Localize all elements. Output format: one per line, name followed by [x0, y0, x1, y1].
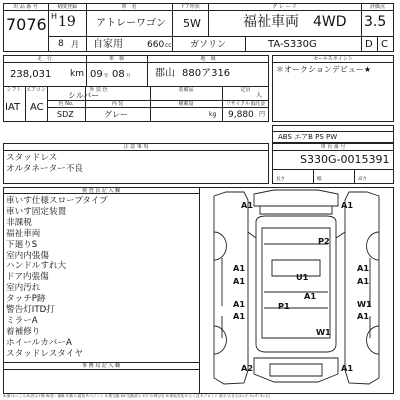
inspector-item: ミラーA: [6, 315, 38, 326]
equipment-text: ABS エアB PS PW: [278, 133, 338, 141]
km-unit: km: [70, 69, 84, 79]
damage-mark: A1: [341, 200, 354, 210]
damage-mark: A1: [304, 291, 317, 301]
notes-title: 注 意 事 項: [123, 144, 149, 150]
mileage-value: 238,031: [10, 69, 52, 80]
damage-mark: A1: [241, 200, 254, 210]
inspector-item: 下廻りS: [6, 239, 38, 250]
vin-value: S330G-0015391: [300, 153, 390, 166]
era-mark: H: [51, 12, 58, 21]
mileage-label: 走 行: [36, 56, 52, 62]
sales-point-text: ＊オークションデビュー★: [276, 65, 372, 74]
office-rule: [3, 369, 199, 370]
header-divider: [86, 3, 87, 52]
note-item: スタッドレス: [6, 153, 58, 163]
inspection-month: 08: [112, 69, 125, 80]
equipment-rule: [272, 131, 394, 132]
details-rule: [47, 107, 269, 108]
header-rule: [3, 10, 394, 11]
month-mark: 月: [126, 74, 131, 79]
person-unit: 人: [256, 92, 263, 99]
inspector-item: ドア内張傷: [6, 272, 49, 283]
color-label: 外 装 色: [89, 87, 108, 93]
year-mark: 年: [104, 74, 109, 79]
vin-divider: [354, 169, 355, 184]
damage-mark: A1: [357, 263, 370, 273]
month-suffix: 月: [71, 40, 79, 49]
registration-year: 19: [58, 14, 76, 30]
usage-value: 自家用: [93, 39, 123, 50]
plate-number: 880ア316: [182, 68, 231, 79]
vin-rule: [272, 150, 394, 151]
vin-width-label: 幅: [317, 177, 322, 182]
grade-value: 福祉車両 4WD: [243, 14, 347, 30]
inspector-item: 車いす固定装置: [6, 206, 67, 217]
grade-label: グ レ ー ド: [272, 4, 297, 10]
inspector-item: ハンドルすれ大: [6, 261, 67, 272]
fuel-value: ガソリン: [190, 40, 227, 50]
damage-mark: W1: [357, 299, 372, 309]
doors-label: ドア形状: [180, 4, 200, 10]
inspector-item: スタッドレスタイヤ: [6, 348, 83, 359]
damage-mark: W1: [316, 327, 331, 337]
details-rule: [3, 62, 269, 63]
note-item: オルタネーター不良: [6, 164, 84, 174]
interior-grade: D: [365, 39, 373, 50]
inspector-title: 検 査 員 記 入 欄: [82, 188, 120, 194]
vin-rule: [272, 169, 394, 170]
damage-mark: A1: [233, 263, 246, 273]
area-value: 郡山: [155, 68, 175, 79]
inspector-item: 福祉車両: [6, 228, 41, 239]
header-divider: [245, 36, 246, 52]
shift-label: シフト: [6, 87, 22, 93]
inspector-item: 警告灯ITD打: [6, 305, 55, 315]
damage-mark: A1: [341, 363, 354, 373]
damage-mark: A1: [357, 276, 370, 286]
lot-label: 出 品 番 号: [13, 4, 38, 10]
interior-label: 内 装: [111, 101, 124, 107]
inspection-label: 車 検: [108, 56, 124, 62]
model-name-label: 車 名: [121, 4, 137, 10]
color-code-label: 色 No.: [58, 101, 74, 107]
inspector-item: タッチP跡: [6, 294, 46, 305]
inspector-item: 非課税: [6, 217, 32, 228]
inspector-item: 着補修り: [6, 326, 41, 337]
inspector-item: ホイールカバーA: [6, 337, 72, 348]
vin-label: 車 台 番 号: [320, 144, 346, 150]
score-value: 3.5: [364, 14, 387, 30]
sales-rule: [272, 62, 394, 63]
car-damage-diagram: [200, 188, 393, 393]
inspector-item: 車いす仕様スロープタイプ: [6, 196, 108, 206]
score-label: 評価点: [369, 4, 385, 10]
damage-mark: A1: [233, 299, 246, 309]
model-code: TA-S330G: [268, 39, 317, 50]
options-label: 装備品: [178, 87, 194, 93]
displacement-value: 660: [147, 40, 165, 50]
inspection-year: 09: [90, 69, 103, 80]
damage-mark: P2: [318, 236, 330, 246]
area-label: 地 域: [200, 56, 216, 62]
lot-number: 7076: [6, 15, 47, 34]
ac-value: AC: [30, 102, 44, 113]
vin-height-label: 高さ: [358, 177, 367, 182]
shift-value: IAT: [5, 102, 21, 113]
damage-mark: A1: [233, 311, 246, 321]
damage-mark: P1: [278, 301, 290, 311]
damage-legend: A:傷 U:へこみ B:凹み+傷 W:波・補修 S:錆 C:腐食 P:ペイント X:要交換 XX:交換済み Y:穴 G:飛び石 H:塗装劣化 E:えくぼ F:フロント 数字:大きさ(1=小 2=中 3=大): [3, 394, 271, 398]
yen-unit: 円: [259, 111, 266, 118]
cc-unit: cc: [165, 42, 172, 49]
ac-label: エアコン: [26, 87, 46, 93]
inspector-item: 室内汚れ: [6, 283, 41, 294]
sales-point-label: セールスポイント: [313, 56, 353, 62]
load-label: 積載量: [178, 101, 194, 107]
exterior-grade: C: [381, 39, 388, 50]
kg-unit: kg: [209, 111, 217, 118]
vin-divider: [313, 169, 314, 184]
header-divider: [172, 3, 173, 52]
damage-mark: A1: [233, 276, 246, 286]
model-name: アトレーワゴン: [96, 18, 166, 29]
registration-month: 8: [58, 39, 64, 49]
capacity-label: 定員: [240, 87, 251, 93]
score-divider: [377, 36, 378, 52]
color-code-value: SDZ: [57, 110, 74, 119]
recycle-amount: 9,880: [228, 110, 254, 120]
inspector-item: 室内内張傷: [6, 250, 49, 261]
door-type: 5W: [183, 17, 201, 30]
header-divider: [48, 3, 49, 52]
header-rule: [48, 36, 361, 37]
recycle-label: リサイクル預託金: [225, 101, 266, 107]
damage-mark: A1: [357, 311, 370, 321]
vin-length-label: 長さ: [276, 177, 285, 182]
header-divider: [361, 3, 362, 52]
notes-rule: [3, 150, 269, 151]
color-value: シルバー: [68, 91, 100, 100]
interior-color: グレー: [104, 110, 128, 119]
year-label: 初度登録: [56, 4, 77, 10]
office-title: 事 務 局 記 入 欄: [82, 363, 120, 369]
damage-mark: U1: [296, 272, 309, 282]
damage-mark: A2: [241, 363, 254, 373]
